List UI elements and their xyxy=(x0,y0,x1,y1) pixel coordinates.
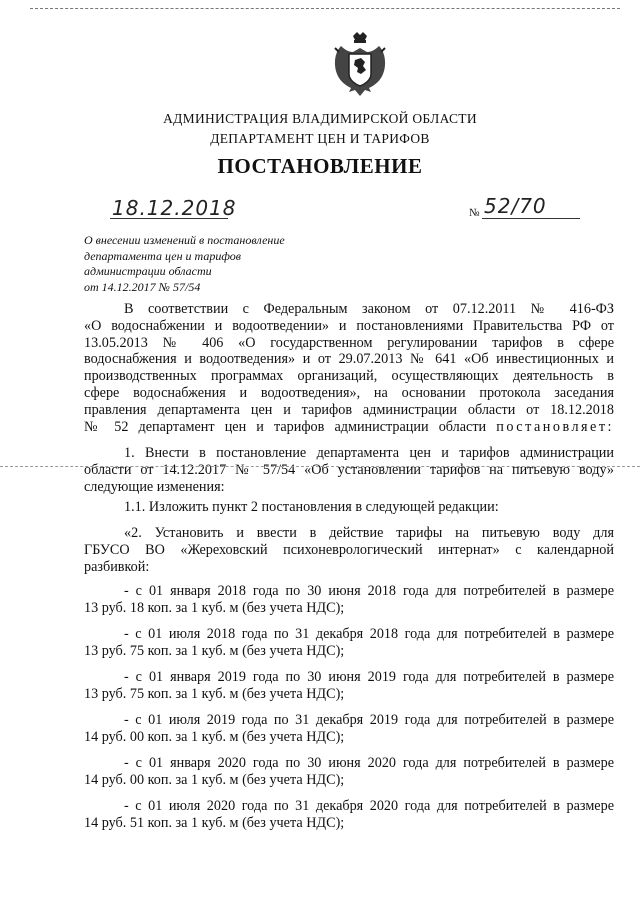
preamble-line: «О водоснабжении и водоотведении» и постановлениями Правительства РФ от xyxy=(84,317,614,334)
tariff-item xyxy=(84,755,614,789)
point-1-1-paragraph: 1.1. Изложить пункт 2 постановления в следующей редакции: xyxy=(124,499,499,515)
point-1-line: области от 14.12.2017 № 57/54 «Об установлении тарифов на питьевую воду» xyxy=(84,461,614,478)
number-underline xyxy=(482,218,580,219)
document-subject xyxy=(84,233,314,295)
tariff-item xyxy=(84,712,614,746)
subject-line: департамента цен и тарифов xyxy=(84,248,241,263)
tariff-price: 13 руб. 75 коп. за 1 куб. м (без учета НДС); xyxy=(84,642,345,659)
number-prefix: № xyxy=(469,207,480,219)
document-type-title: ПОСТАНОВЛЕНИЕ xyxy=(217,154,423,178)
scan-crease-line xyxy=(0,466,640,467)
resolves-word: постановляет: xyxy=(496,418,614,435)
tariff-price: 13 руб. 18 коп. за 1 куб. м (без учета НДС); xyxy=(84,599,345,616)
point-1-line: 1. Внести в постановление департамента цен и тарифов администрации xyxy=(124,445,614,461)
preamble-line: сфере водоснабжения и водоотведения», на основании протокола заседания xyxy=(84,384,614,401)
preamble-line: производственных программах организаций, осуществляющих деятельность в xyxy=(84,368,614,385)
preamble-line: В соответствии с Федеральным законом от 07.12.2011 № 416-ФЗ xyxy=(124,301,614,317)
document-date: 18.12.2018 xyxy=(112,196,237,220)
point-1-line: следующие изменения: xyxy=(84,478,225,495)
document-number: 52/70 xyxy=(484,194,547,218)
preamble-line: правления департамента цен и тарифов администрации области от 18.12.2018 xyxy=(84,401,614,418)
preamble-line-text: № 52 департамент цен и тарифов администрации области xyxy=(84,418,487,435)
point-1-paragraph xyxy=(84,445,614,495)
preamble-line: водоснабжения и водоотведения» и от 29.07.2013 № 641 «Об инвестиционных и xyxy=(84,351,614,368)
department-name: ДЕПАРТАМЕНТ ЦЕН И ТАРИФОВ xyxy=(210,131,430,146)
tariff-price: 14 руб. 00 коп. за 1 куб. м (без учета НДС); xyxy=(84,728,345,745)
tariff-period: - с 01 января 2019 года по 30 июня 2019 года для потребителей в размере xyxy=(124,669,614,685)
tariff-item xyxy=(84,583,614,617)
preamble-line-final xyxy=(84,419,614,436)
point-2-line: разбивкой: xyxy=(84,558,150,575)
tariff-period: - с 01 июля 2019 года по 31 декабря 2019 года для потребителей в размере xyxy=(124,712,614,728)
preamble-paragraph xyxy=(84,301,614,435)
tariff-price: 14 руб. 51 коп. за 1 куб. м (без учета НДС); xyxy=(84,814,345,831)
scan-top-edge xyxy=(30,8,620,9)
tariff-price: 13 руб. 75 коп. за 1 куб. м (без учета НДС); xyxy=(84,685,345,702)
date-underline xyxy=(110,218,228,219)
tariff-item xyxy=(84,626,614,660)
point-2-line: «2. Установить и ввести в действие тарифы на питьевую воду для xyxy=(124,525,614,541)
subject-line: администрации области xyxy=(84,264,212,278)
tariff-period: - с 01 января 2020 года по 30 июня 2020 года для потребителей в размере xyxy=(124,755,614,771)
tariff-item xyxy=(84,798,614,832)
point-2-line: ГБУСО ВО «Жереховский психоневрологический интернат» с календарной xyxy=(84,541,614,558)
tariff-period: - с 01 июля 2018 года по 31 декабря 2018 года для потребителей в размере xyxy=(124,626,614,642)
tariff-period: - с 01 января 2018 года по 30 июня 2018 года для потребителей в размере xyxy=(124,583,614,599)
preamble-line: 13.05.2013 № 406 «О государственном регулировании тарифов в сфере xyxy=(84,334,614,351)
org-name: АДМИНИСТРАЦИЯ ВЛАДИМИРСКОЙ ОБЛАСТИ xyxy=(163,111,477,126)
subject-line: от 14.12.2017 № 57/54 xyxy=(84,279,201,294)
tariff-period: - с 01 июля 2020 года по 31 декабря 2020 года для потребителей в размере xyxy=(124,798,614,814)
tariff-item xyxy=(84,669,614,703)
coat-of-arms-icon xyxy=(331,30,389,100)
point-2-paragraph xyxy=(84,525,614,575)
tariff-price: 14 руб. 00 коп. за 1 куб. м (без учета НДС); xyxy=(84,771,345,788)
subject-line: О внесении изменений в постановление xyxy=(84,233,285,247)
